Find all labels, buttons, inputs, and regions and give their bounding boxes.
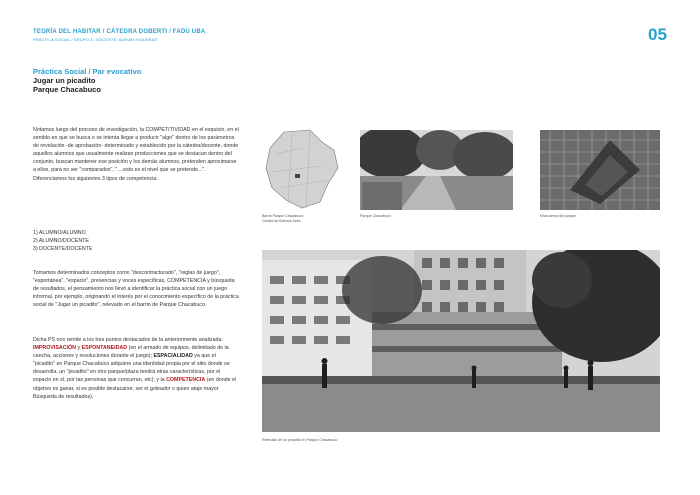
header-title: TEORÍA DEL HABITAR / CÁTEDRA DOBERTI / FADU UBA — [33, 29, 206, 35]
map-caption: Barrio Parque Chacabuco Ciudad de Buenos Aires — [262, 214, 304, 223]
body-paragraph-1 — [33, 126, 239, 183]
park-photo — [360, 130, 513, 210]
text-run: (en donde el objetivo es ganar, si es posible destacarse, ser el goleador o quien ataje mayor Búsqueda de resultados). — [33, 377, 237, 400]
aerial-caption: Vista aérea del parque — [540, 214, 577, 218]
highlight-espontaneidad: ESPONTANEIDAD — [81, 345, 128, 352]
city-map-graphic — [262, 128, 340, 210]
main-caption: Relevado de un picadito en Parque Chacabuco — [262, 438, 338, 442]
section-title — [33, 76, 233, 94]
park-photo-graphic — [360, 130, 513, 210]
text-run: (en el armado de equipos, delimitado de la cancha, acciones y resoluciones durante el juego); — [33, 345, 229, 360]
paragraph-text — [33, 336, 239, 401]
highlight-espacialidad: ESPACIALIDAD — [153, 353, 193, 360]
main-photo-graphic — [262, 250, 660, 432]
competition-list — [33, 229, 239, 253]
highlight-improvisacion: IMPROVISACIÓN — [33, 345, 76, 352]
text-run: Dicha PS nos remite a los tres puntos destacados de la anteriormente analizada: — [33, 337, 223, 343]
paragraph-text: Tomamos determinados conceptos como "descontracturado", "reglas de juego", "esportánea", "espacio", presencias y voces específicas, COMPETENCIA y búsqueda de resultados, el pensamiento nos llevó a identificar la práctica social con un juego informal, por ejemplo, originando el interés por el conocimiento específico de la práctica social de "Jugar un picadito", relevado en el barrio de Parque Chacabuco. — [33, 270, 239, 309]
list-item: 3) DOCENTE/DOCENTE — [33, 246, 93, 253]
section-title-line2: Parque Chacabuco — [33, 85, 101, 94]
aerial-photo — [540, 130, 660, 210]
text-run: y — [75, 345, 82, 352]
list-item: 2) ALUMNO/DOCENTE — [33, 238, 89, 245]
section-label: Práctica Social / Par evocativo — [33, 67, 142, 76]
section-title-line1: Jugar un picadito — [33, 76, 96, 85]
main-photo — [262, 250, 660, 432]
page-number: 05 — [648, 25, 667, 44]
body-paragraph-3 — [33, 336, 239, 401]
park-caption: Parque Chacabuco — [360, 214, 391, 218]
header-subtitle: PRÁCTICA SOCIAL / GRUPO 3 / DOCENTE: ADRIÁN HIGUERAS — [33, 37, 158, 42]
map-image — [262, 128, 340, 210]
body-paragraph-2 — [33, 269, 239, 309]
aerial-photo-graphic — [540, 130, 660, 210]
highlight-competencia: COMPETENCIA — [166, 377, 206, 384]
paragraph-text: Notamos luego del proceso de investigación, la COMPETITIVIDAD en el esquicio, en el sentido en que se busca o se intenta llegar a producir "algo" dentro de los parámetros de revelación -de aprobación- determinado y establecido por la cátedra/docente, donde aquellos alumnos que usualmente realizan producciones que se destacan dentro del conjunto, buscan mantener ese posición y los demás alumnos, pretenden aproximarse a ellos, para no ser "comparados", "....esto es el nivel que se pretende...". Diferenciamos los siguientes 3 tipos de competencia: — [33, 127, 239, 182]
list-item: 1) ALUMNO/ALUMNO — [33, 230, 86, 236]
text-run: ya que el "picadito" en Parque Chacabuco adquiere una identidad propia por el sitio donde se desarrolla, un "picadito" en otro parque/plaza tendrá otras características, por el espacio en sí, por las personas que concurran, etc); y la — [33, 353, 230, 384]
